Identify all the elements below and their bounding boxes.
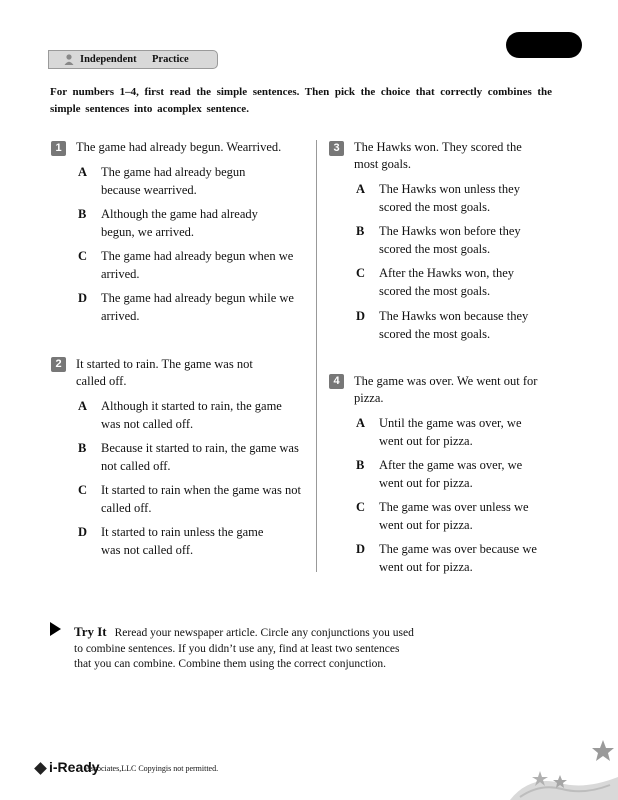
instructions: For numbers 1–4, first read the simple sentences. Then pick the choice that correctly combines the simple sentences into acomplex sentence. <box>50 86 552 115</box>
option-letter: C <box>78 249 88 263</box>
option-text[interactable]: Although the game had already begun, we arrived. <box>101 207 258 239</box>
column-divider <box>316 140 317 572</box>
question-text: The game was over. We went out for pizza. <box>354 374 538 405</box>
option-text[interactable]: After the Hawks won, they scored the most goals. <box>379 266 515 298</box>
decorative-stars-icon <box>500 735 618 800</box>
option-text[interactable]: It started to rain unless the game was not called off. <box>101 525 264 557</box>
option-text[interactable]: Because it started to rain, the game was not called off. <box>101 441 299 473</box>
question-text: The Hawks won. They scored the most goals. <box>354 140 522 171</box>
copyright-text: Associates,LLC Copyingis not permitted. <box>85 764 219 773</box>
option-text[interactable]: The game was over because we went out for pizza. <box>379 542 537 574</box>
option-letter: D <box>356 309 366 323</box>
option-letter: D <box>78 525 88 539</box>
section-tab-label: Independent <box>80 54 137 65</box>
option-letter: C <box>356 266 366 280</box>
option-text[interactable]: The Hawks won because they scored the most goals. <box>379 309 529 341</box>
option-text[interactable]: The game had already begun because wearrived. <box>101 165 246 197</box>
question-text: The game had already begun. Wearrived. <box>76 140 282 154</box>
option-letter: A <box>356 416 366 430</box>
option-text[interactable]: After the game was over, we went out for pizza. <box>379 458 523 490</box>
person-icon <box>64 54 74 65</box>
option-letter: C <box>356 500 366 514</box>
option-letter: A <box>356 182 366 196</box>
try-it-label: Try It <box>74 624 107 639</box>
header-badge <box>506 32 582 58</box>
option-letter: B <box>78 207 87 221</box>
question-text: It started to rain. The game was not called off. <box>76 357 253 388</box>
brand-name: i-Ready <box>49 759 100 775</box>
option-text[interactable]: The game was over unless we went out for pizza. <box>379 500 529 532</box>
option-letter: C <box>78 483 88 497</box>
option-text[interactable]: Although it started to rain, the game was not called off. <box>101 399 282 431</box>
cube-icon <box>34 762 47 775</box>
option-letter: D <box>356 542 366 556</box>
question-number: 4 <box>329 374 344 389</box>
option-text[interactable]: The game had already begun while we arrived. <box>101 291 294 323</box>
option-text[interactable]: The Hawks won before they scored the most goals. <box>379 224 521 256</box>
option-letter: B <box>356 458 365 472</box>
question-number: 2 <box>51 357 66 372</box>
try-it-text: Reread your newspaper article. Circle any conjunctions you used to combine sentences. If you didn’t use any, find at least two sentences that you can combine. Combine them using the correct conjunction. <box>74 627 414 670</box>
section-tab-label-2: Practice <box>152 54 189 65</box>
option-letter: A <box>78 165 88 179</box>
option-letter: D <box>78 291 88 305</box>
question-number: 3 <box>329 141 344 156</box>
option-text[interactable]: The game had already begun when we arrived. <box>101 249 294 281</box>
play-arrow-icon <box>50 622 61 636</box>
option-letter: B <box>356 224 365 238</box>
option-letter: B <box>78 441 87 455</box>
option-letter: A <box>78 399 88 413</box>
try-it-box <box>74 624 419 673</box>
option-text[interactable]: The Hawks won unless they scored the most goals. <box>379 182 520 214</box>
question-number: 1 <box>51 141 66 156</box>
option-text[interactable]: Until the game was over, we went out for pizza. <box>379 416 522 448</box>
section-tab <box>48 50 218 69</box>
option-text[interactable]: It started to rain when the game was not called off. <box>101 483 301 515</box>
